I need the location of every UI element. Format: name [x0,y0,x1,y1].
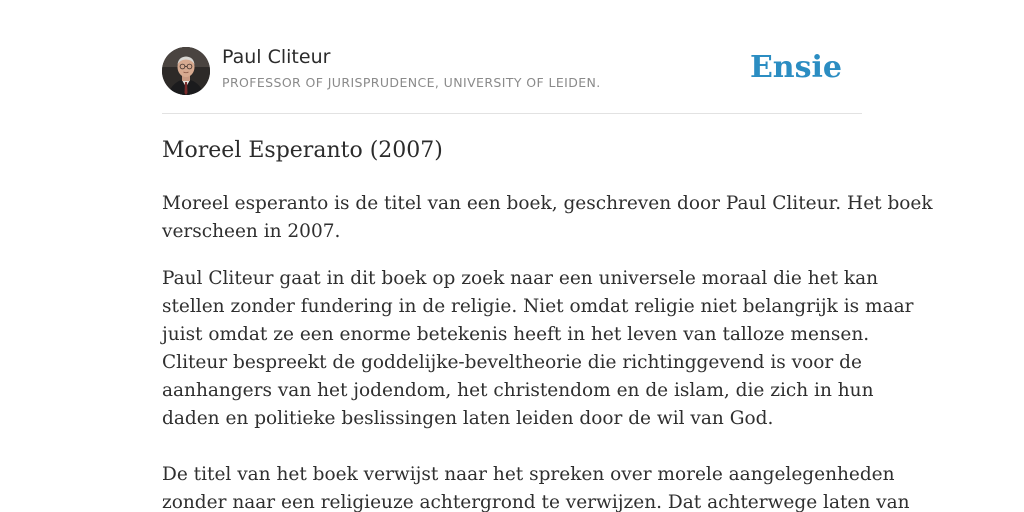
paragraph-line: Moreel esperanto is de titel van een boek, geschreven door Paul Cliteur. Het boek [162,193,933,214]
paragraph-line: daden en politieke beslissingen laten leiden door de wil van God. [162,408,774,429]
paragraph-line: Paul Cliteur gaat in dit boek op zoek naar een universele moraal die het kan [162,268,879,289]
article-paragraph [162,461,910,512]
author-role: PROFESSOR OF JURISPRUDENCE, UNIVERSITY OF LEIDEN. [222,75,601,90]
paragraph-line: juist omdat ze een enorme betekenis heeft in het leven van talloze mensen. [162,324,870,345]
author-name[interactable]: Paul Cliteur [222,46,331,68]
paragraph-line: zonder naar een religieuze achtergrond te verwijzen. Dat achterwege laten van [162,492,910,512]
brand-logo[interactable]: Ensie [749,50,842,85]
author-photo-icon [162,47,210,95]
paragraph-line: verscheen in 2007. [162,221,341,242]
paragraph-line: stellen zonder fundering in de religie. Niet omdat religie niet belangrijk is maar [162,296,914,317]
article-paragraph [162,190,933,246]
paragraph-line: De titel van het boek verwijst naar het spreken over morele aangelegenheden [162,464,895,485]
article-title: Moreel Esperanto (2007) [162,138,443,163]
author-avatar[interactable] [162,47,210,95]
author-header [162,0,862,114]
article-paragraph [162,265,914,433]
content-container [162,0,933,512]
paragraph-line: Cliteur bespreekt de goddelijke-beveltheorie die richtinggevend is voor de [162,352,862,373]
paragraph-line: aanhangers van het jodendom, het christendom en de islam, die zich in hun [162,380,874,401]
